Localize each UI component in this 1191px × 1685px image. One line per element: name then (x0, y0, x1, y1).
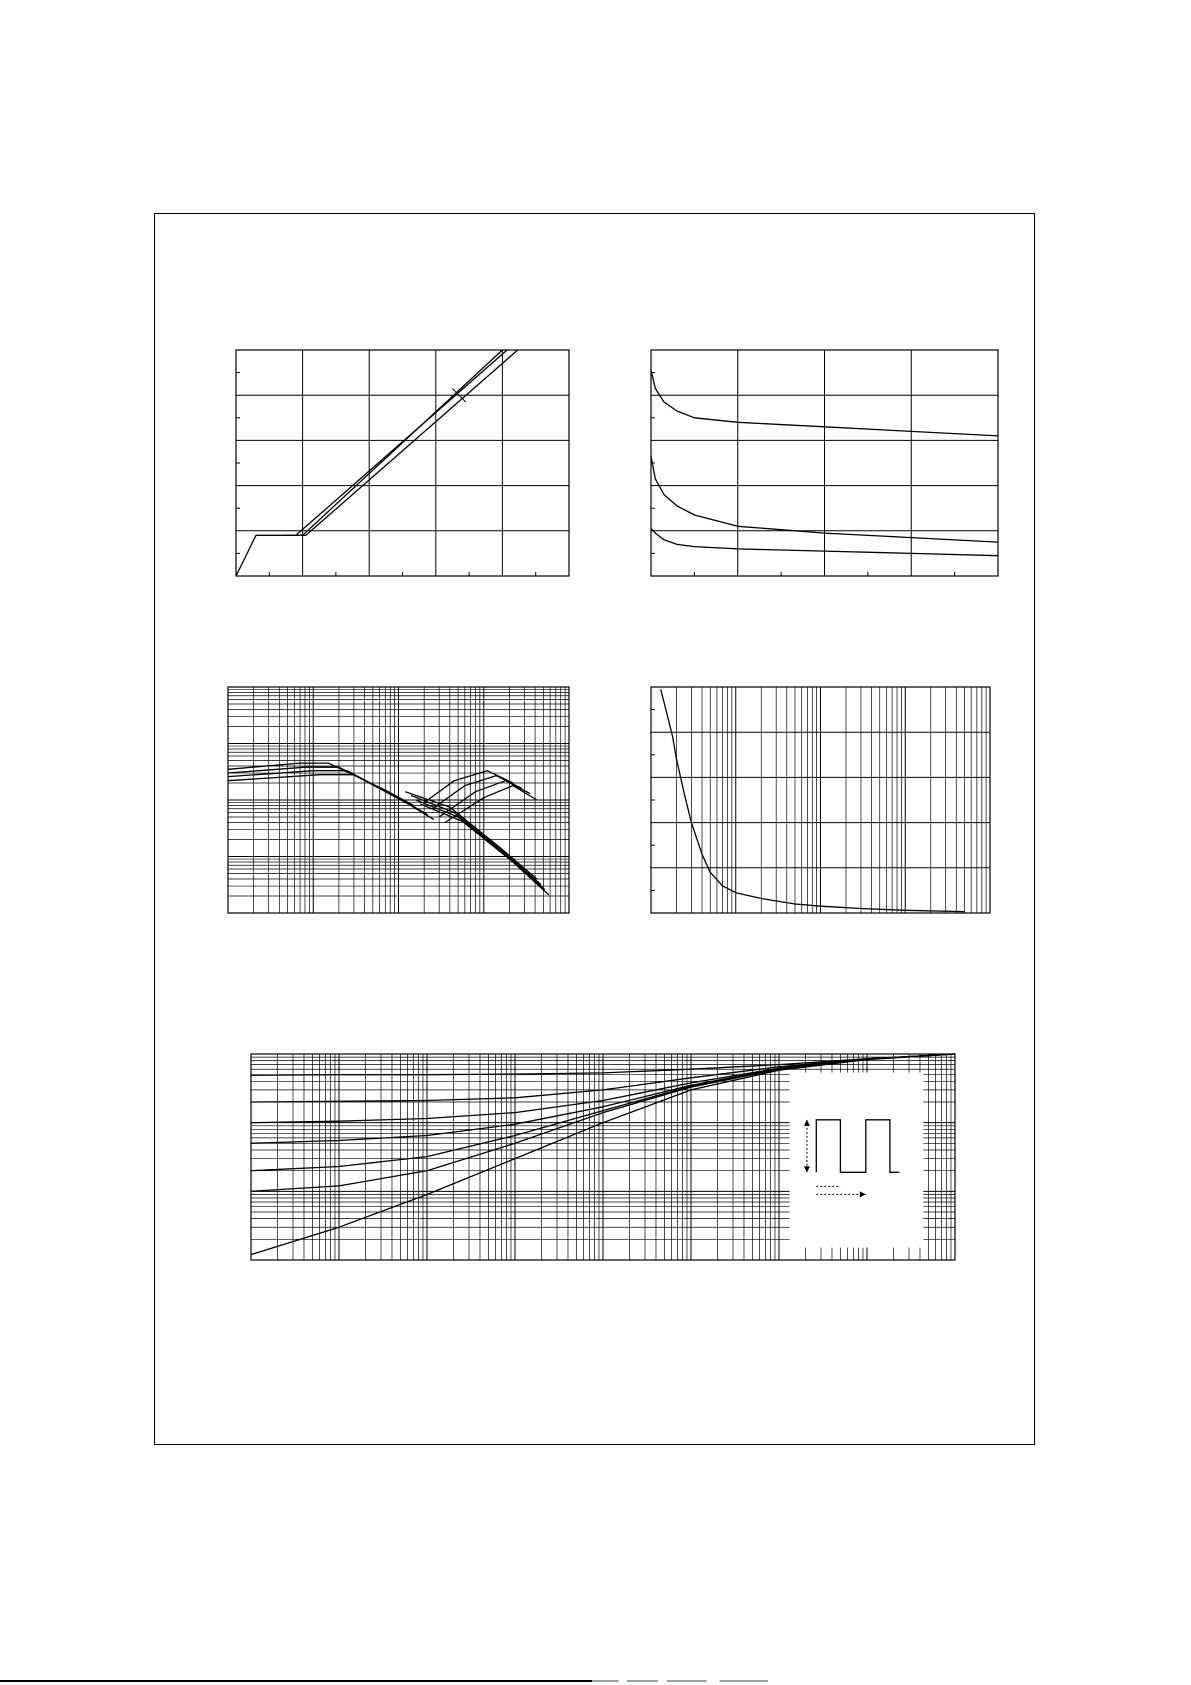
series-line-1 (228, 763, 414, 805)
chart-5 (251, 1054, 955, 1260)
plot-border (236, 350, 569, 576)
series-line-11 (416, 800, 545, 890)
series-line-5 (424, 771, 513, 803)
chart-1 (236, 350, 569, 576)
chart-4 (651, 687, 990, 913)
series-line-3 (296, 350, 518, 535)
series-line-3 (228, 771, 428, 815)
series-line-2 (228, 767, 420, 810)
chart-3 (228, 687, 569, 913)
footer-faint-text (592, 1680, 812, 1682)
footer-rule (0, 1680, 592, 1682)
chart-2 (651, 350, 998, 576)
inset-box (790, 1073, 924, 1248)
series-line-12 (420, 804, 549, 895)
series-line-2 (286, 350, 507, 535)
